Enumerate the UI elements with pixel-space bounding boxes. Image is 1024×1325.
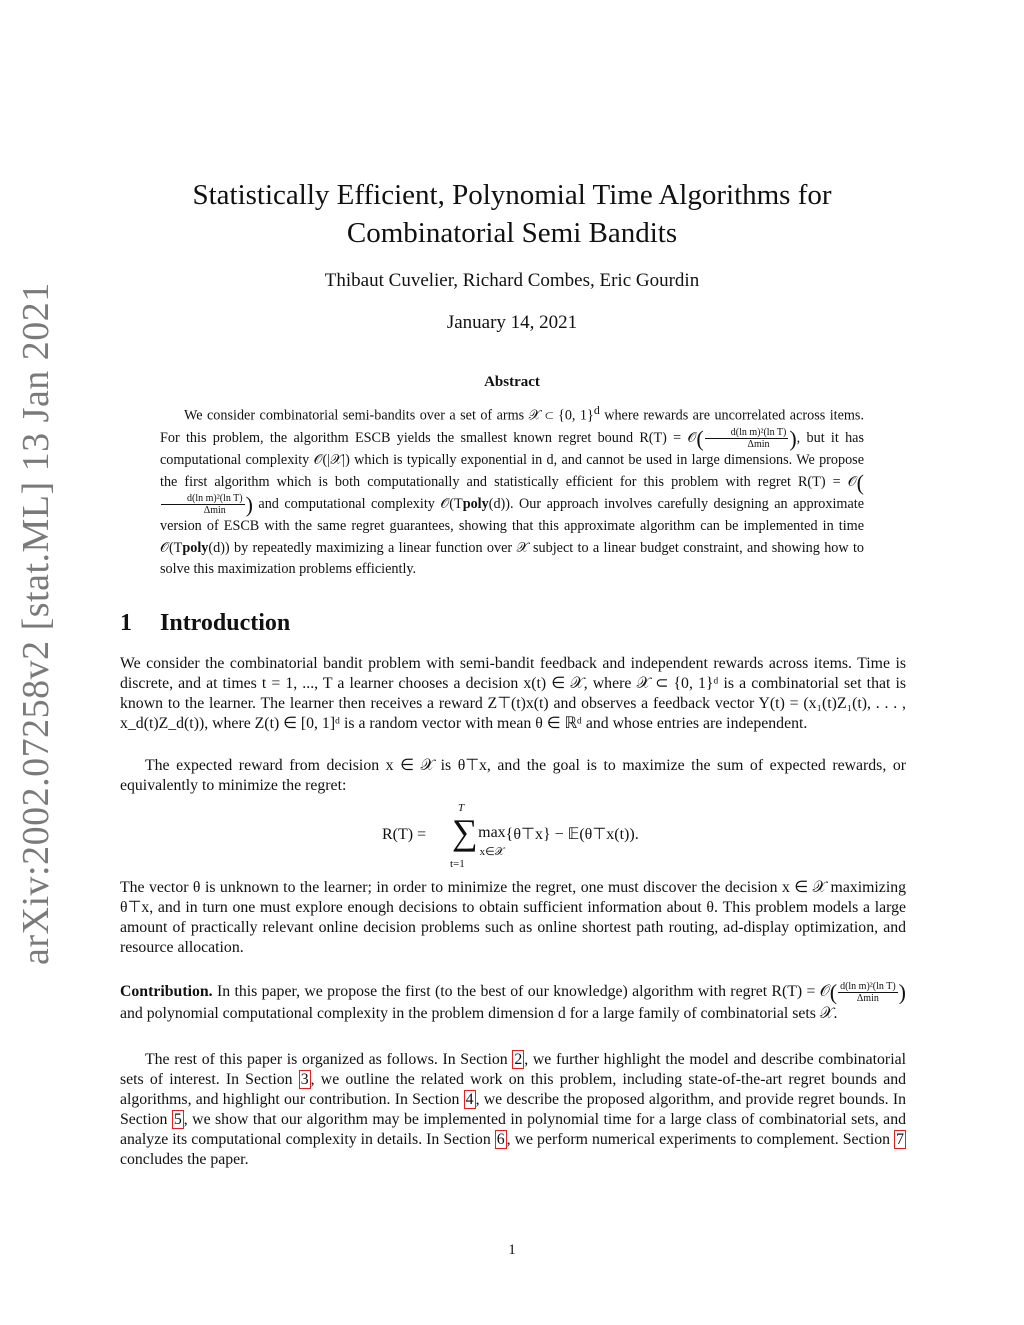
fraction-numerator: d(ln m)²(ln T) bbox=[705, 427, 789, 439]
outline-text: The rest of this paper is organized as follows. In Section bbox=[145, 1051, 513, 1068]
authors: Thibaut Cuvelier, Richard Combes, Eric Gourdin bbox=[324, 270, 700, 291]
section-ref-link[interactable]: 2 bbox=[514, 1051, 523, 1068]
outline-text: , we further highlight the model and describe combinatorial sets of interest. In Section bbox=[120, 1051, 906, 1088]
max-label: max bbox=[478, 824, 506, 841]
paren-close: ) bbox=[789, 425, 797, 451]
abstract-text-3: , but it has computational complexity 𝒪(|𝒳|) which is typically exponential in d, and cannot be used in large dimensions. We propose the first algorithm which is both computationally and statistically efficient for this problem with regret R(T) = 𝒪 bbox=[160, 430, 864, 490]
outline-paragraph bbox=[120, 1050, 906, 1170]
abstract-heading: Abstract bbox=[484, 374, 540, 390]
paragraph-text bbox=[120, 1050, 906, 1170]
paren-close: ) bbox=[245, 492, 253, 517]
paragraph-text: We consider the combinatorial bandit problem with semi-bandit feedback and independent rewards across items. Time is discrete, and at times t = 1, ..., T a learner chooses a decision x(t) ∈ 𝒳, where 𝒳 ⊂ {0, 1}ᵈ is a combinatorial set that is known to the learner. The learner then receives a reward Z⊤(t)x(t) and observes a feedback vector Y(t) = (x₁(t)Z₁(t), . . . , x_d(t)Z_d(t)), where Z(t) ∈ [0, 1]ᵈ is a random vector with mean θ ∈ ℝᵈ and whose entries are independent. bbox=[120, 655, 906, 732]
paren-close: ) bbox=[898, 979, 906, 1005]
outline-text: , we perform numerical experiments to complement. Section bbox=[506, 1131, 895, 1148]
date: January 14, 2021 bbox=[446, 312, 578, 333]
contribution-text-2: and polynomial computational complexity in the problem dimension d for a large family of combinatorial sets 𝒳. bbox=[120, 1005, 838, 1022]
title-line-2: Combinatorial Semi Bandits bbox=[346, 217, 678, 249]
abstract-text-1: We consider combinatorial semi-bandits over a set of arms 𝒳 ⊂ {0, 1} bbox=[184, 407, 594, 424]
abstract-text-6: (d)) by repeatedly maximizing a linear function over 𝒳 subject to a linear budget constraint, and showing how to solve this maximization problems efficiently. bbox=[160, 539, 864, 578]
regret-fraction bbox=[838, 981, 898, 1004]
abstract-text-5: (d)). Our approach involves carefully designing an approximate version of ESCB with the same regret guarantees, showing that this approximate algorithm can be implemented in time 𝒪(T bbox=[160, 496, 864, 556]
paren-open: ( bbox=[696, 425, 704, 451]
max-operator bbox=[478, 824, 506, 860]
regret-fraction bbox=[161, 493, 245, 516]
sum-lower-limit: t=1 bbox=[450, 858, 465, 870]
page-number: 1 bbox=[508, 1242, 516, 1258]
paren-open: ( bbox=[856, 469, 864, 495]
intro-paragraph-2 bbox=[120, 756, 906, 796]
fraction-denominator: Δmin bbox=[856, 993, 879, 1004]
paragraph-text bbox=[120, 981, 906, 1024]
abstract-body bbox=[160, 400, 864, 581]
section-heading bbox=[120, 610, 290, 637]
max-subscript: x∈𝒳 bbox=[479, 846, 505, 858]
abstract-paragraph bbox=[160, 400, 864, 581]
contribution-paragraph bbox=[120, 981, 906, 1024]
equation-rhs: {θ⊤x} − 𝔼(θ⊤x(t)). bbox=[505, 826, 639, 843]
poly-bold: poly bbox=[182, 539, 209, 556]
arxiv-identifier: arXiv:2002.07258v2 [stat.ML] 13 Jan 2021 bbox=[15, 282, 57, 965]
contribution-label: Contribution. bbox=[120, 983, 213, 1001]
fraction-denominator: Δmin bbox=[747, 439, 770, 451]
abstract-text-2: where rewards are uncorrelated across items. For this problem, the algorithm ESCB yields the smallest known regret bound R(T) = 𝒪 bbox=[160, 407, 864, 446]
contribution-text-1: In this paper, we propose the first (to the best of our knowledge) algorithm with regret R(T) = 𝒪 bbox=[212, 983, 830, 1001]
intro-paragraph-3 bbox=[120, 878, 906, 958]
outline-text: , we show that our algorithm may be implemented in polynomial time for a large class of combinatorial sets, and analyze its computational complexity in details. In Section bbox=[120, 1111, 906, 1148]
fraction-numerator: d(ln m)²(ln T) bbox=[161, 493, 245, 505]
section-ref-link[interactable]: 6 bbox=[496, 1131, 505, 1148]
paragraph-text: The expected reward from decision x ∈ 𝒳 is θ⊤x, and the goal is to maximize the sum of expected rewards, or equivalently to minimize the regret: bbox=[120, 757, 906, 794]
section-ref-link[interactable]: 4 bbox=[465, 1091, 474, 1108]
regret-equation bbox=[120, 802, 906, 872]
section-number: 1 bbox=[120, 610, 132, 636]
fraction-numerator: d(ln m)²(ln T) bbox=[840, 981, 896, 992]
intro-paragraph-1 bbox=[120, 654, 906, 734]
equation-lhs: R(T) = bbox=[382, 826, 427, 843]
section-ref-link[interactable]: 5 bbox=[173, 1111, 182, 1128]
outline-text: concludes the paper. bbox=[120, 1151, 249, 1168]
outline-text: , we describe the proposed algorithm, and provide regret bounds. In Section bbox=[120, 1091, 906, 1128]
paper-title bbox=[120, 176, 904, 252]
equation-body bbox=[382, 802, 639, 870]
paragraph-text: The vector θ is unknown to the learner; in order to minimize the regret, one must discover the decision x ∈ 𝒳 maximizing θ⊤x, and in turn one must explore enough decisions to obtain sufficient information about θ. This problem models a large amount of practically relevant online decision problems such as online shortest path routing, ad-display optimization, and resource allocation. bbox=[120, 879, 906, 956]
outline-text: , we outline the related work on this problem, including state-of-the-art regret bounds and algorithms, and highlight our contribution. In Section bbox=[120, 1071, 906, 1108]
title-line-1: Statistically Efficient, Polynomial Time Algorithms for bbox=[192, 179, 832, 211]
sum-upper-limit: T bbox=[458, 802, 465, 814]
regret-fraction bbox=[705, 427, 789, 450]
abstract-text-4: and computational complexity 𝒪(T bbox=[252, 496, 463, 513]
section-ref-link[interactable]: 3 bbox=[300, 1071, 309, 1088]
poly-bold: poly bbox=[462, 496, 489, 513]
paren-open: ( bbox=[829, 979, 838, 1005]
section-title: Introduction bbox=[160, 610, 291, 636]
section-ref-link[interactable]: 7 bbox=[896, 1131, 904, 1148]
sum-symbol: ∑ bbox=[452, 812, 478, 852]
abstract-sup-d: d bbox=[593, 403, 600, 417]
fraction-denominator: Δmin bbox=[203, 505, 226, 517]
